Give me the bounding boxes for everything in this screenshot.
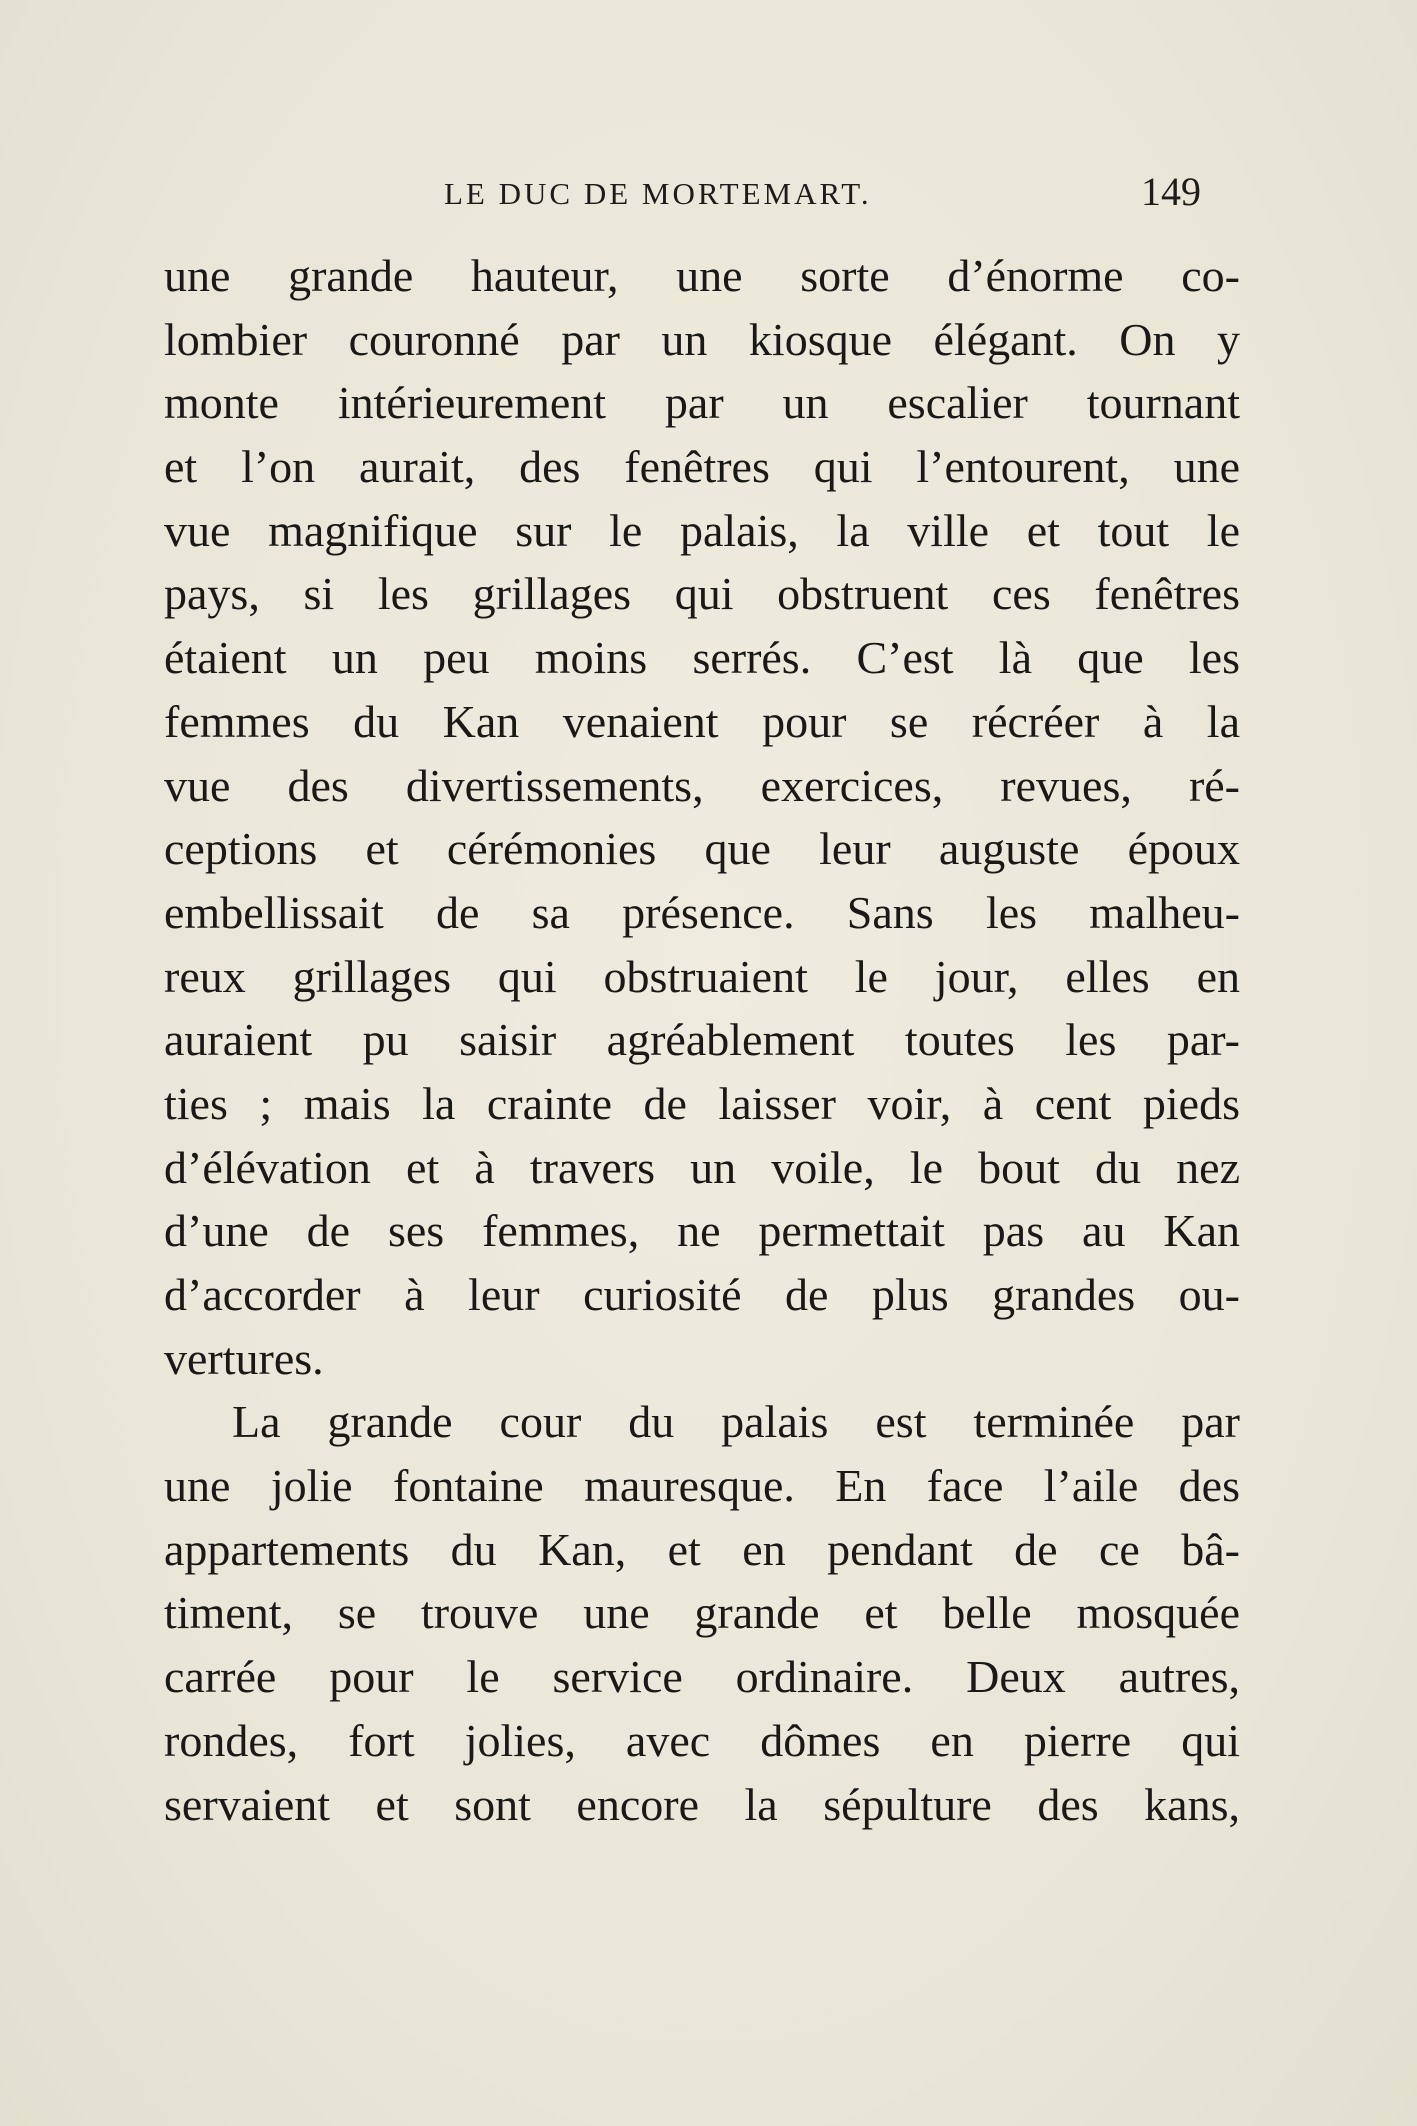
text-line: auraient pu saisir agréablement toutes les par- — [164, 1014, 1240, 1066]
text-line: une jolie fontaine mauresque. En face l’aile des — [164, 1460, 1240, 1512]
paragraph-first-line: La grande cour du palais est terminée par — [232, 1396, 1240, 1448]
text-line: timent, se trouve une grande et belle mosquée — [164, 1587, 1240, 1639]
text-line: lombier couronné par un kiosque élégant. On y — [164, 313, 1240, 365]
text-line: reux grillages qui obstruaient le jour, elles en — [164, 950, 1240, 1002]
text-line: vue des divertissements, exercices, revues, ré- — [164, 759, 1240, 811]
body-text — [164, 244, 1240, 1836]
text-line: appartements du Kan, et en pendant de ce bâ- — [164, 1523, 1240, 1575]
text-line: une grande hauteur, une sorte d’énorme co- — [164, 250, 1240, 301]
text-line: servaient et sont encore la sépulture des kans, — [164, 1778, 1240, 1830]
text-line: carrée pour le service ordinaire. Deux autres, — [164, 1651, 1240, 1703]
running-head — [0, 168, 1417, 228]
text-line: vue magnifique sur le palais, la ville et tout le — [164, 504, 1240, 556]
text-line: femmes du Kan venaient pour se récréer à la — [164, 695, 1240, 747]
paragraph-last-line: vertures. — [164, 1332, 324, 1384]
page-number: 149 — [1141, 169, 1201, 214]
text-line: d’une de ses femmes, ne permettait pas au Kan — [164, 1205, 1240, 1257]
text-line: d’accorder à leur curiosité de plus grandes ou- — [164, 1269, 1240, 1320]
text-line: et l’on aurait, des fenêtres qui l’entourent, une — [164, 441, 1240, 493]
text-line: monte intérieurement par un escalier tournant — [164, 377, 1240, 429]
text-line: rondes, fort jolies, avec dômes en pierre qui — [164, 1714, 1240, 1766]
text-line: embellissait de sa présence. Sans les malheu- — [164, 886, 1240, 938]
text-line: ties ; mais la crainte de laisser voir, à cent pieds — [164, 1077, 1240, 1129]
text-line: étaient un peu moins serrés. C’est là que les — [164, 632, 1240, 684]
text-line: pays, si les grillages qui obstruent ces fenêtres — [164, 568, 1240, 620]
text-line: d’élévation et à travers un voile, le bout du nez — [164, 1141, 1240, 1193]
text-line: ceptions et cérémonies que leur auguste époux — [164, 823, 1240, 875]
running-title: LE DUC DE MORTEMART. — [444, 176, 872, 211]
